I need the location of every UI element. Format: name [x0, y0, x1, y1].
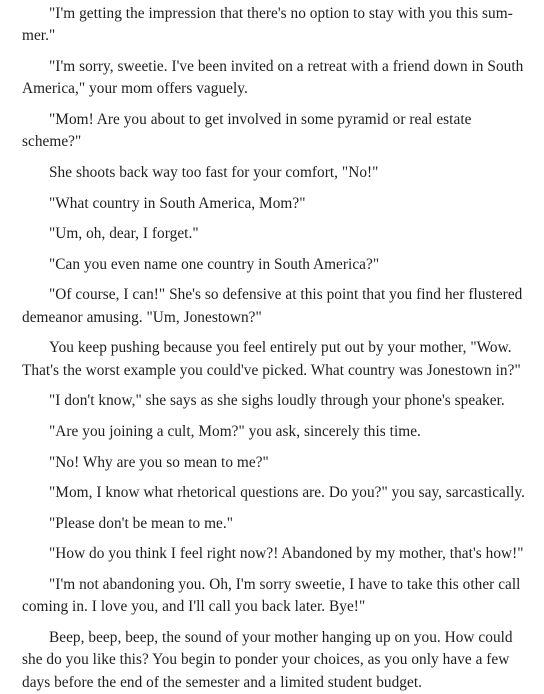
paragraph-12: "No! Why are you so mean to me?" — [49, 453, 269, 471]
paragraph-10: "I don't know," she says as she sighs loudly through your phone's speaker. — [49, 392, 505, 410]
paragraph-5: "What country in South America, Mom?" — [49, 194, 306, 212]
paragraph-17: Beep, beep, beep, the sound of your mother hanging up on you. How could she do you like this? You begin to ponder your choices, as you only have a few days before the end of the semester and a limited student budget. — [22, 628, 513, 691]
paragraph-16: "I'm not abandoning you. Oh, I'm sorry sweetie, I have to take this other call coming in. I love you, and I'll call you back later. Bye!" — [22, 575, 521, 616]
paragraph-9: You keep pushing because you feel entirely put out by your mother, "Wow. That's the worst example you could've picked. What country was Jonestown in?" — [22, 339, 521, 379]
paragraph-11: "Are you joining a cult, Mom?" you ask, sincerely this time. — [49, 422, 421, 440]
paragraph-2: "I'm sorry, sweetie. I've been invited on a retreat with a friend down in South America," your mom offers vaguely. — [22, 58, 524, 98]
paragraph-1: "I'm getting the impression that there's no option to stay with you this sum-mer." — [22, 5, 513, 45]
paragraph-7: "Can you even name one country in South America?" — [49, 255, 380, 273]
paragraph-15: "How do you think I feel right now?! Abandoned by my mother, that's how!" — [49, 545, 524, 563]
paragraph-13: "Mom, I know what rhetorical questions are. Do you?" you say, sarcastically. — [49, 484, 526, 502]
paragraph-6: "Um, oh, dear, I forget." — [49, 225, 199, 243]
paragraph-14: "Please don't be mean to me." — [49, 514, 234, 532]
paragraph-3: "Mom! Are you about to get involved in some pyramid or real estate scheme?" — [22, 111, 472, 151]
paragraph-4: She shoots back way too fast for your comfort, "No!" — [49, 164, 379, 181]
paragraph-8: "Of course, I can!" She's so defensive at this point that you find her flustered demeanor amusing. "Um, Jonestown?" — [22, 286, 523, 326]
